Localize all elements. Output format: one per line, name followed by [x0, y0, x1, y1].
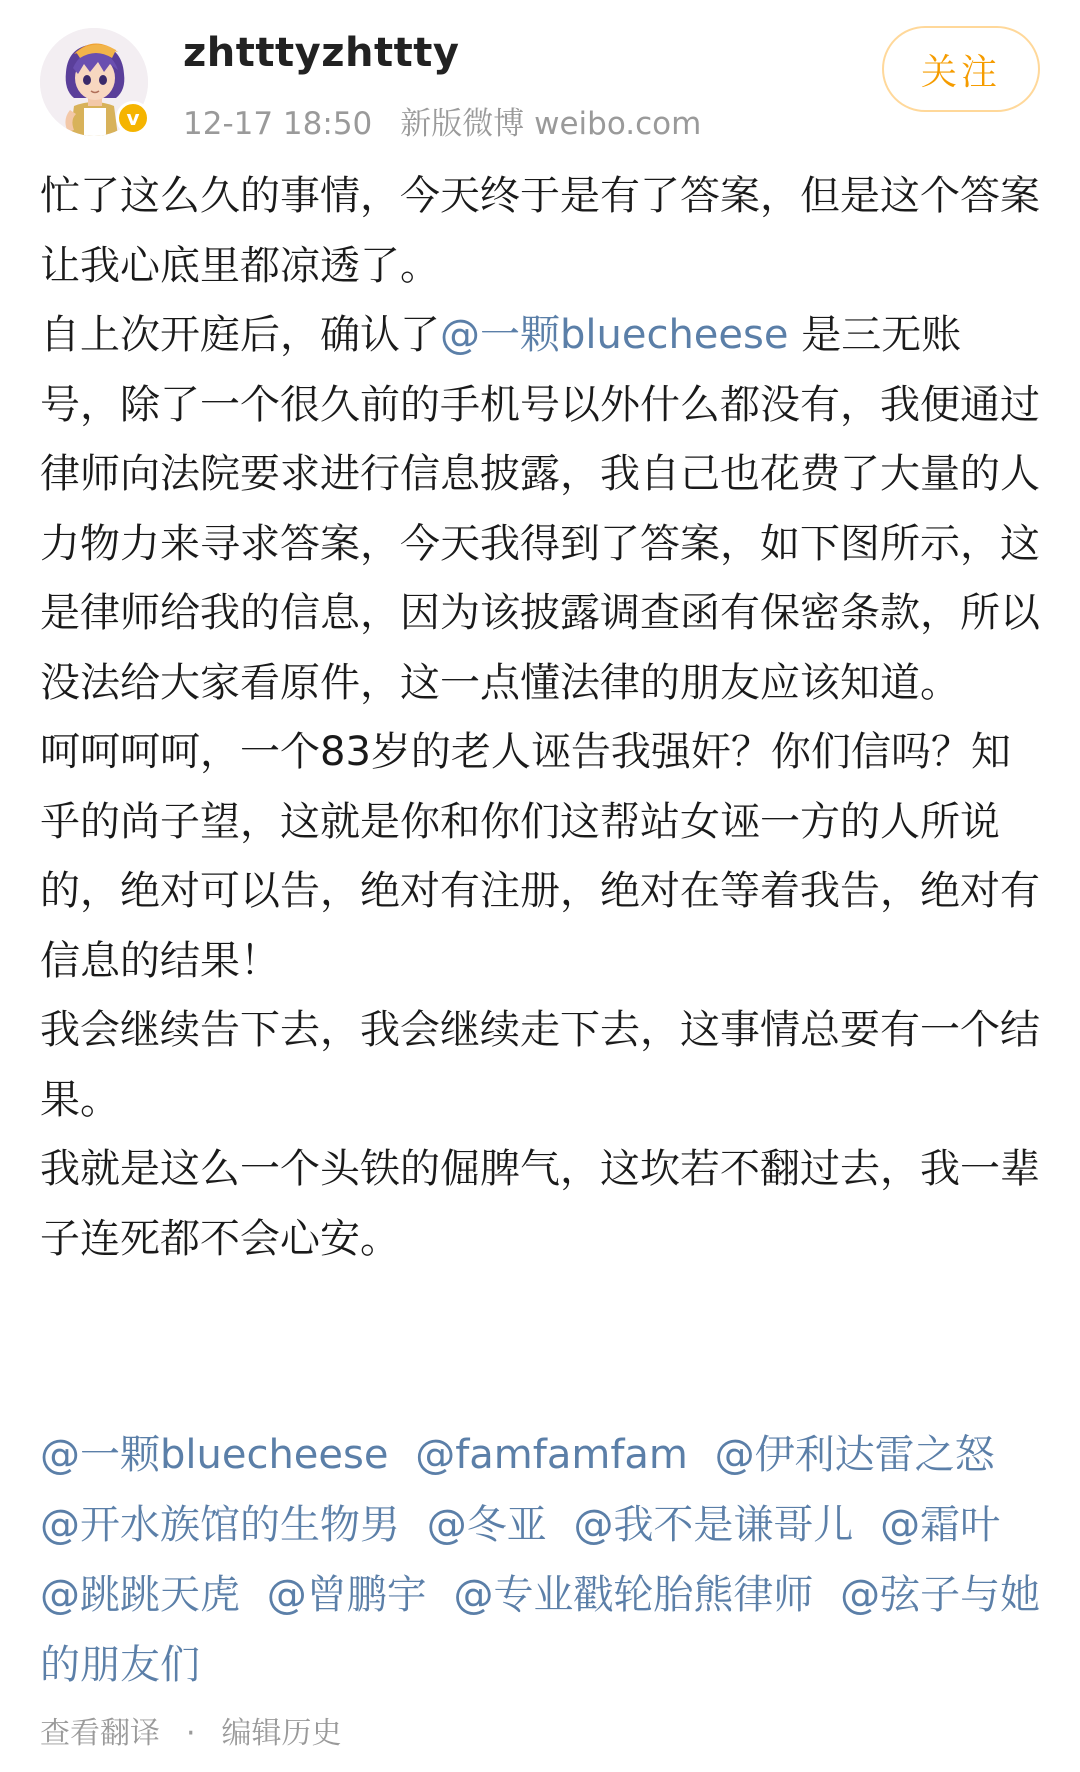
post-paragraph-2: [40, 301, 1040, 718]
username[interactable]: zhtttyzhttty: [183, 30, 460, 76]
mention-list: [40, 1420, 1050, 1700]
post-paragraph-2-text-b: 是三无账号，除了一个很久前的手机号以外什么都没有，我便通过律师向法院要求进行信息披露，我自己也花费了大量的人力物力来寻求答案，今天我得到了答案，如下图所示，这是律师给我的信息，因为该披露调查函有保密条款，所以没法给大家看原件，这一点懂法律的朋友应该知道。: [40, 312, 1040, 706]
mention-link[interactable]: @伊利达雷之怒: [714, 1432, 995, 1478]
mention-link-inline[interactable]: @一颗bluecheese: [440, 312, 789, 358]
post-paragraph-2-text-a: 自上次开庭后，确认了: [40, 312, 440, 358]
edit-history-link[interactable]: 编辑历史: [221, 1716, 342, 1751]
mention-link[interactable]: @开水族馆的生物男: [40, 1502, 400, 1548]
post-footer: [40, 1708, 342, 1752]
post-header: [0, 0, 1080, 150]
post-paragraph-1: 忙了这么久的事情，今天终于是有了答案，但是这个答案让我心底里都凉透了。: [40, 173, 1040, 289]
mention-link[interactable]: @我不是谦哥儿: [573, 1502, 854, 1548]
mention-link[interactable]: @famfamfam: [415, 1432, 688, 1478]
mention-link[interactable]: @跳跳天虎: [40, 1572, 240, 1618]
mention-link[interactable]: @冬亚: [426, 1502, 547, 1548]
post-time: 12-17 18:50: [183, 106, 373, 142]
translate-link[interactable]: 查看翻译: [40, 1716, 160, 1751]
post-paragraph-5: 我就是这么一个头铁的倔脾气，这坎若不翻过去，我一辈子连死都不会心安。: [40, 1146, 1040, 1262]
follow-button[interactable]: 关注: [882, 26, 1040, 112]
mention-link[interactable]: @曾鹏宇: [266, 1572, 427, 1618]
post-meta: [183, 98, 701, 143]
post-paragraph-4: 我会继续告下去，我会继续走下去，这事情总要有一个结果。: [40, 1007, 1040, 1123]
post-body: [40, 162, 1040, 1274]
mention-link[interactable]: @专业戳轮胎熊律师: [453, 1572, 814, 1618]
post-source: 新版微博 weibo.com: [400, 106, 702, 142]
mention-link[interactable]: @弦子与她的朋友们: [40, 1572, 1041, 1688]
mention-link[interactable]: @霜叶: [880, 1502, 1001, 1548]
post-paragraph-3: 呵呵呵呵，一个83岁的老人诬告我强奸？你们信吗？知乎的尚子望，这就是你和你们这帮站女诬一方的人所说的，绝对可以告，绝对有注册，绝对在等着我告，绝对有信息的结果！: [40, 729, 1040, 984]
footer-separator: ·: [186, 1716, 196, 1751]
mention-link[interactable]: @一颗bluecheese: [40, 1432, 389, 1478]
verified-badge-icon: v: [116, 101, 150, 135]
